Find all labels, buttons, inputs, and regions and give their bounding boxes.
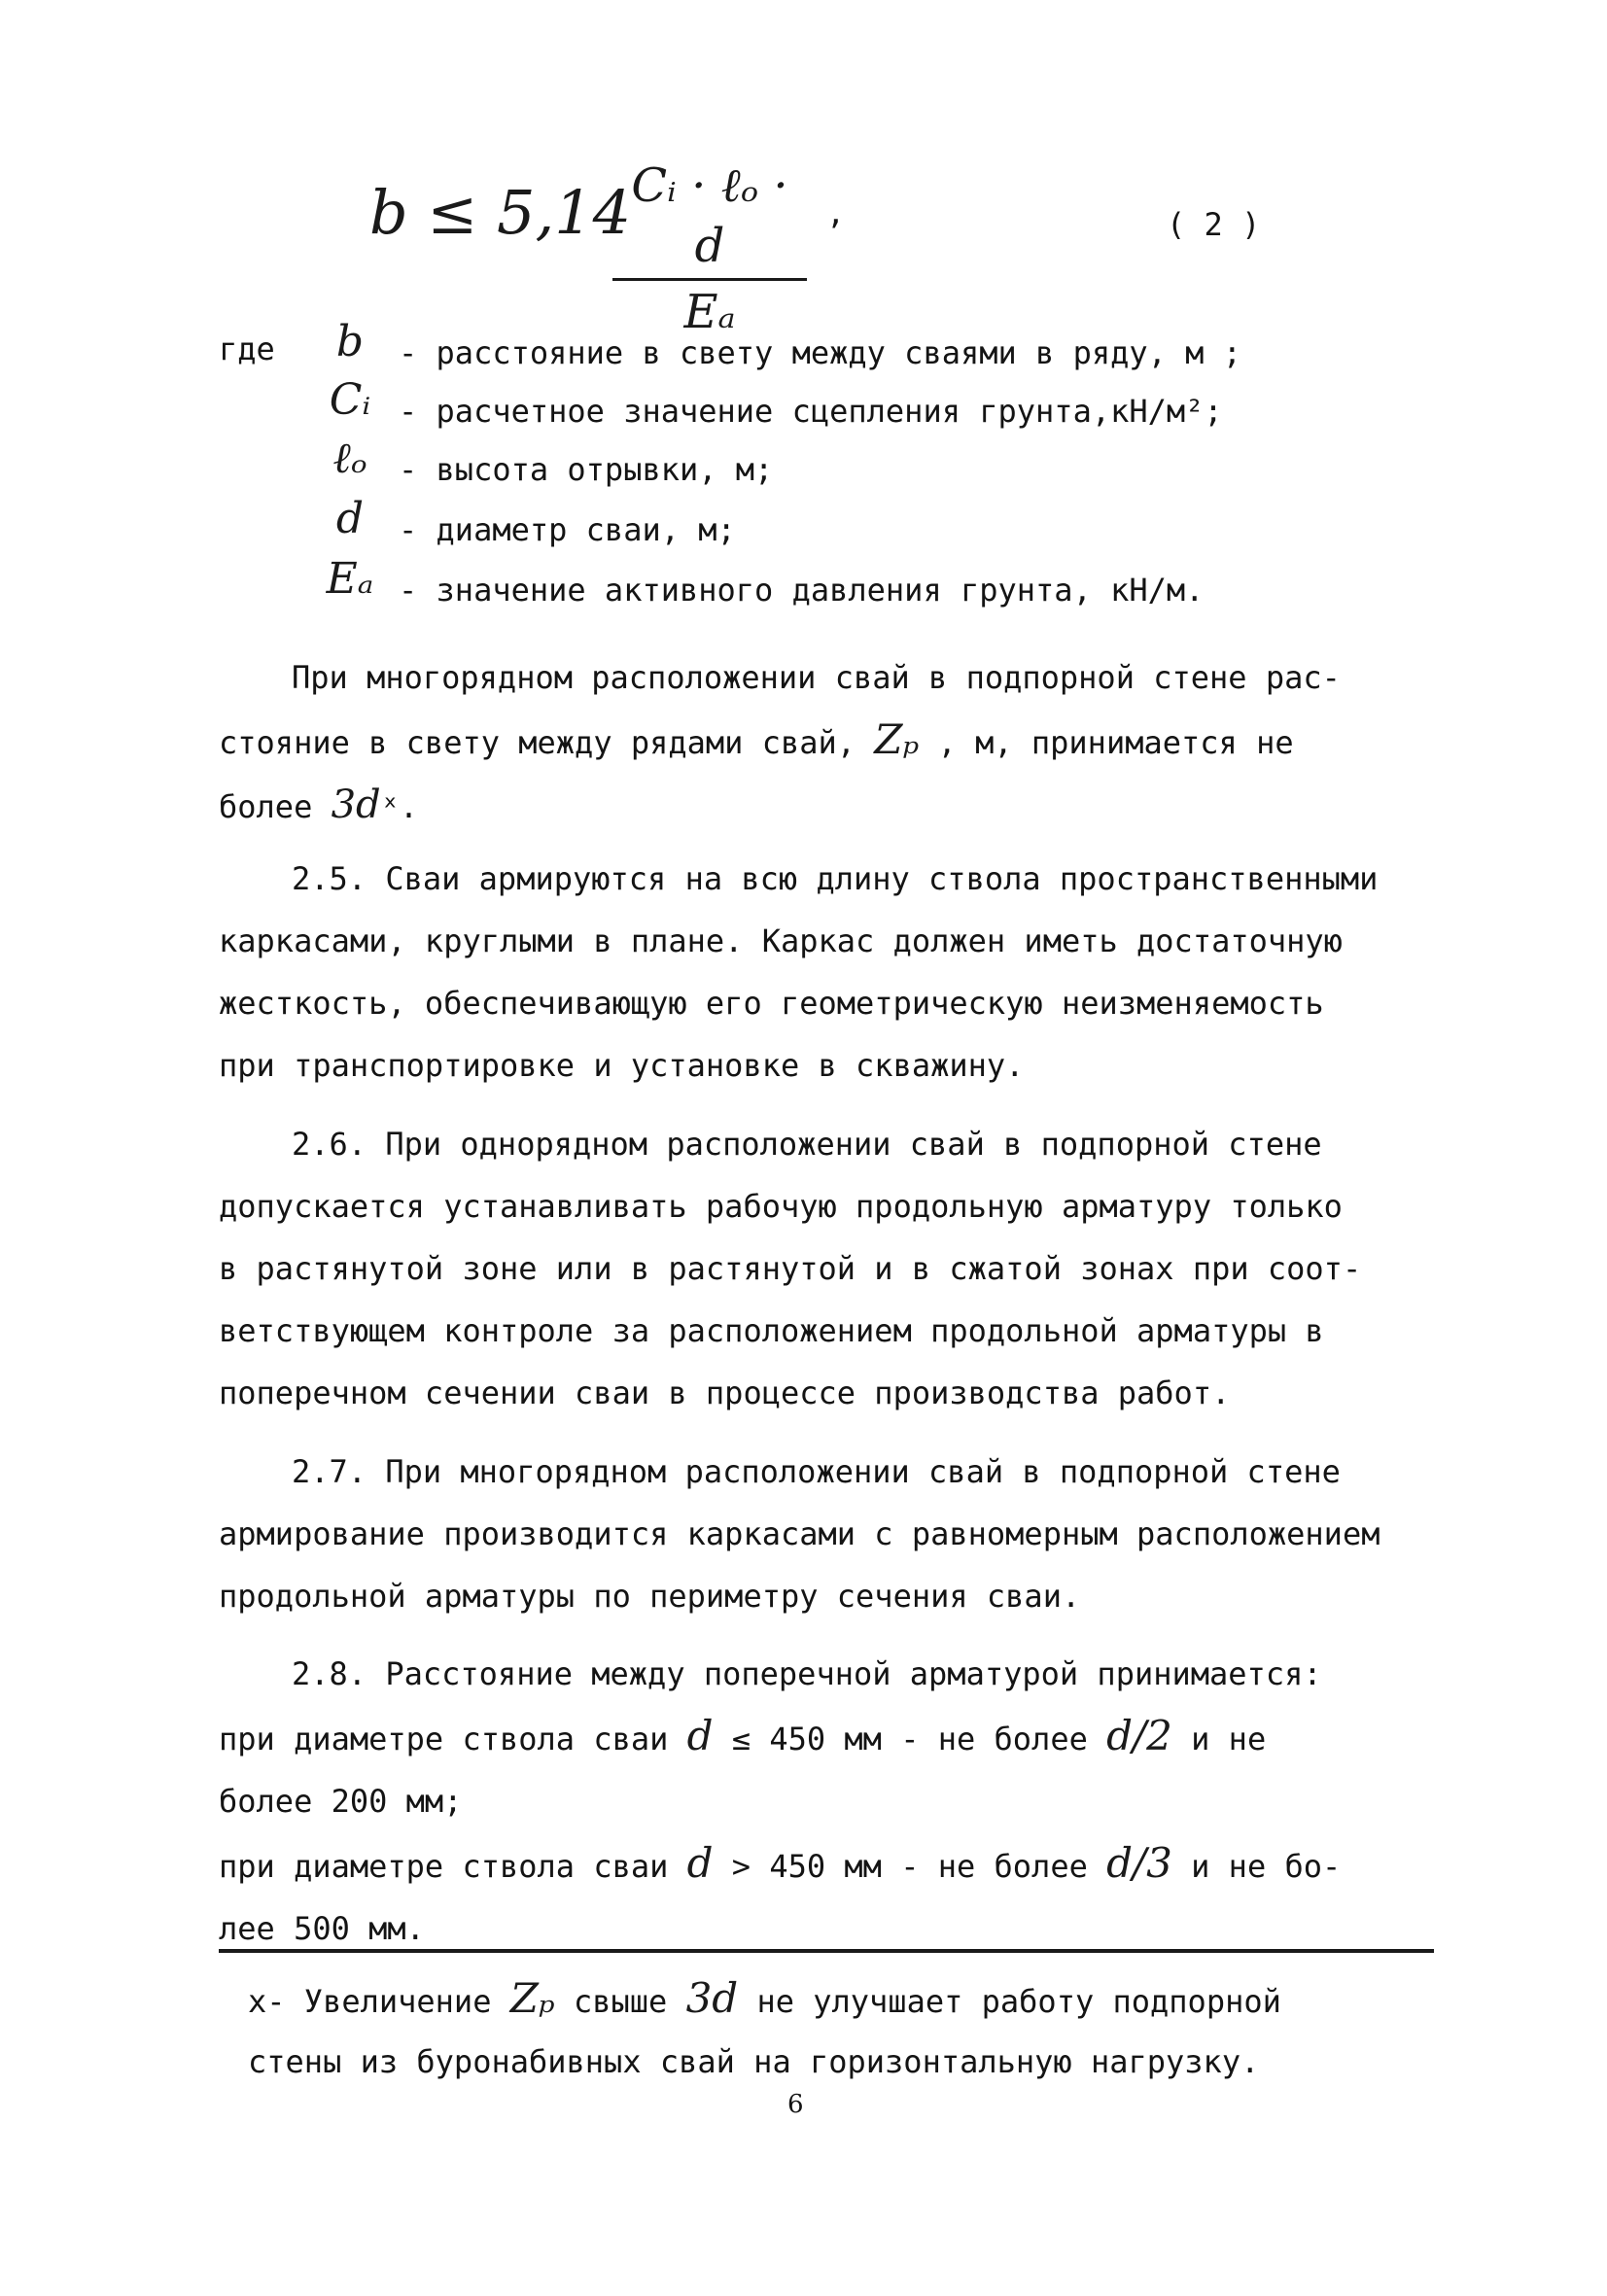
formula-2 [369,156,1293,339]
legend-row [311,434,1380,502]
text-fragment: более [219,788,313,825]
legend-row [311,375,1380,443]
footnote [248,1968,1415,2092]
text-line: 2.6. При однорядном расположении свай в подпорной стене [292,1126,1322,1163]
where-word: где [219,330,275,367]
symbol-d: d [686,1839,714,1887]
text-line [248,1968,1415,2032]
text-fragment: и не бо- [1191,1848,1342,1885]
symbol-3d: 3d [331,783,381,827]
text-fragment: , м, принимается не [937,724,1294,761]
text-line: лее 500 мм. [219,1910,425,1947]
text-line [219,774,1415,838]
footnote-mark: ˣ. [380,788,419,825]
text-fragment: при диаметре ствола сваи [219,1721,669,1757]
legend-symbol: b [335,317,365,366]
text-line: 2.8. Расстояние между поперечной арматурой принимается: [292,1655,1322,1692]
symbol-zp: Zₚ [509,1974,555,2022]
text-line: 2.5. Сваи армируются на всю длину ствола пространственными [292,860,1379,897]
footnote-separator [219,1949,1434,1953]
text-line: каркасами, круглыми в плане. Каркас должен иметь достаточную [219,922,1343,959]
text-line: при транспортировке и установке в скважину. [219,1047,1025,1084]
legend-definition: - расстояние в свету между сваями в ряду, м ; [399,334,1241,371]
symbol-d-over-3: d/3 [1106,1839,1172,1887]
text-fragment: ≤ 450 мм - не более [731,1721,1088,1757]
legend-definition: - высота отрывки, м; [399,451,774,488]
text-fragment: x- Увеличение [248,1983,492,2020]
page-number: 6 [787,2090,804,2119]
symbol-zp: Zₚ [874,715,920,763]
text-line: армирование производится каркасами с равномерным расположением [219,1515,1380,1552]
text-line [219,1832,1415,1897]
fraction-bar [612,278,807,281]
text-fragment: свыше [573,1983,668,2020]
text-line: более 200 мм; [219,1783,463,1820]
formula-fraction [612,156,807,341]
paragraph-multirow-spacing [219,646,1415,838]
text-line: 2.7. При многорядном расположении свай в подпорной стене [292,1453,1341,1490]
formula-denominator: Eₐ [683,285,736,339]
legend-row [311,317,1380,385]
formula-comma: , [826,194,846,231]
text-line: в растянутой зоне или в растянутой и в сжатой зонах при соот- [219,1250,1362,1287]
symbol-d-over-2: d/2 [1106,1712,1172,1759]
text-line [219,1705,1415,1770]
text-fragment: стояние в свету между рядами свай, [219,724,856,761]
formula-lhs: b ≤ 5,14 [369,177,632,248]
text-line: жесткость, обеспечивающую его геометрическую неизменяемость [219,985,1324,1022]
legend-symbol: ℓₒ [332,434,367,483]
symbol-3d: 3d [685,1974,739,2022]
symbol-d: d [686,1712,714,1759]
text-line: стены из буронабивных свай на горизонтальную нагрузку. [248,2043,1260,2080]
equation-number: ( 2 ) [1167,206,1261,243]
paragraph-2-7 [219,1441,1415,1627]
text-line [219,709,1415,774]
text-fragment: при диаметре ствола сваи [219,1848,669,1885]
text-line: допускается устанавливать рабочую продольную арматуру только [219,1188,1343,1225]
legend-row [311,494,1380,562]
legend-definition: - расчетное значение сцепления грунта,кН/м²; [399,393,1223,430]
text-fragment: > 450 мм - не более [731,1848,1088,1885]
text-line: поперечном сечении сваи в процессе производства работ. [219,1374,1231,1411]
legend-symbol: Eₐ [326,554,374,604]
text-fragment: и не [1191,1721,1267,1757]
paragraph-2-6 [219,1113,1415,1424]
text-line: ветствующем контроле за расположением продольной арматуры в [219,1312,1324,1349]
text-line: продольной арматуры по периметру сечения сваи. [219,1578,1081,1615]
legend-row [311,554,1380,622]
paragraph-2-5 [219,848,1415,1096]
legend-symbol: Cᵢ [329,375,371,425]
text-line: При многорядном расположении свай в подпорной стене рас- [292,659,1341,696]
text-fragment: не улучшает работу подпорной [756,1983,1281,2020]
paragraph-2-8 [219,1643,1415,1960]
legend-definition: - значение активного давления грунта, кН/м. [399,572,1205,609]
legend-definition: - диаметр сваи, м; [399,511,736,548]
formula-numerator: Cᵢ · ℓₒ · d [631,158,788,273]
legend-symbol: d [335,494,365,543]
